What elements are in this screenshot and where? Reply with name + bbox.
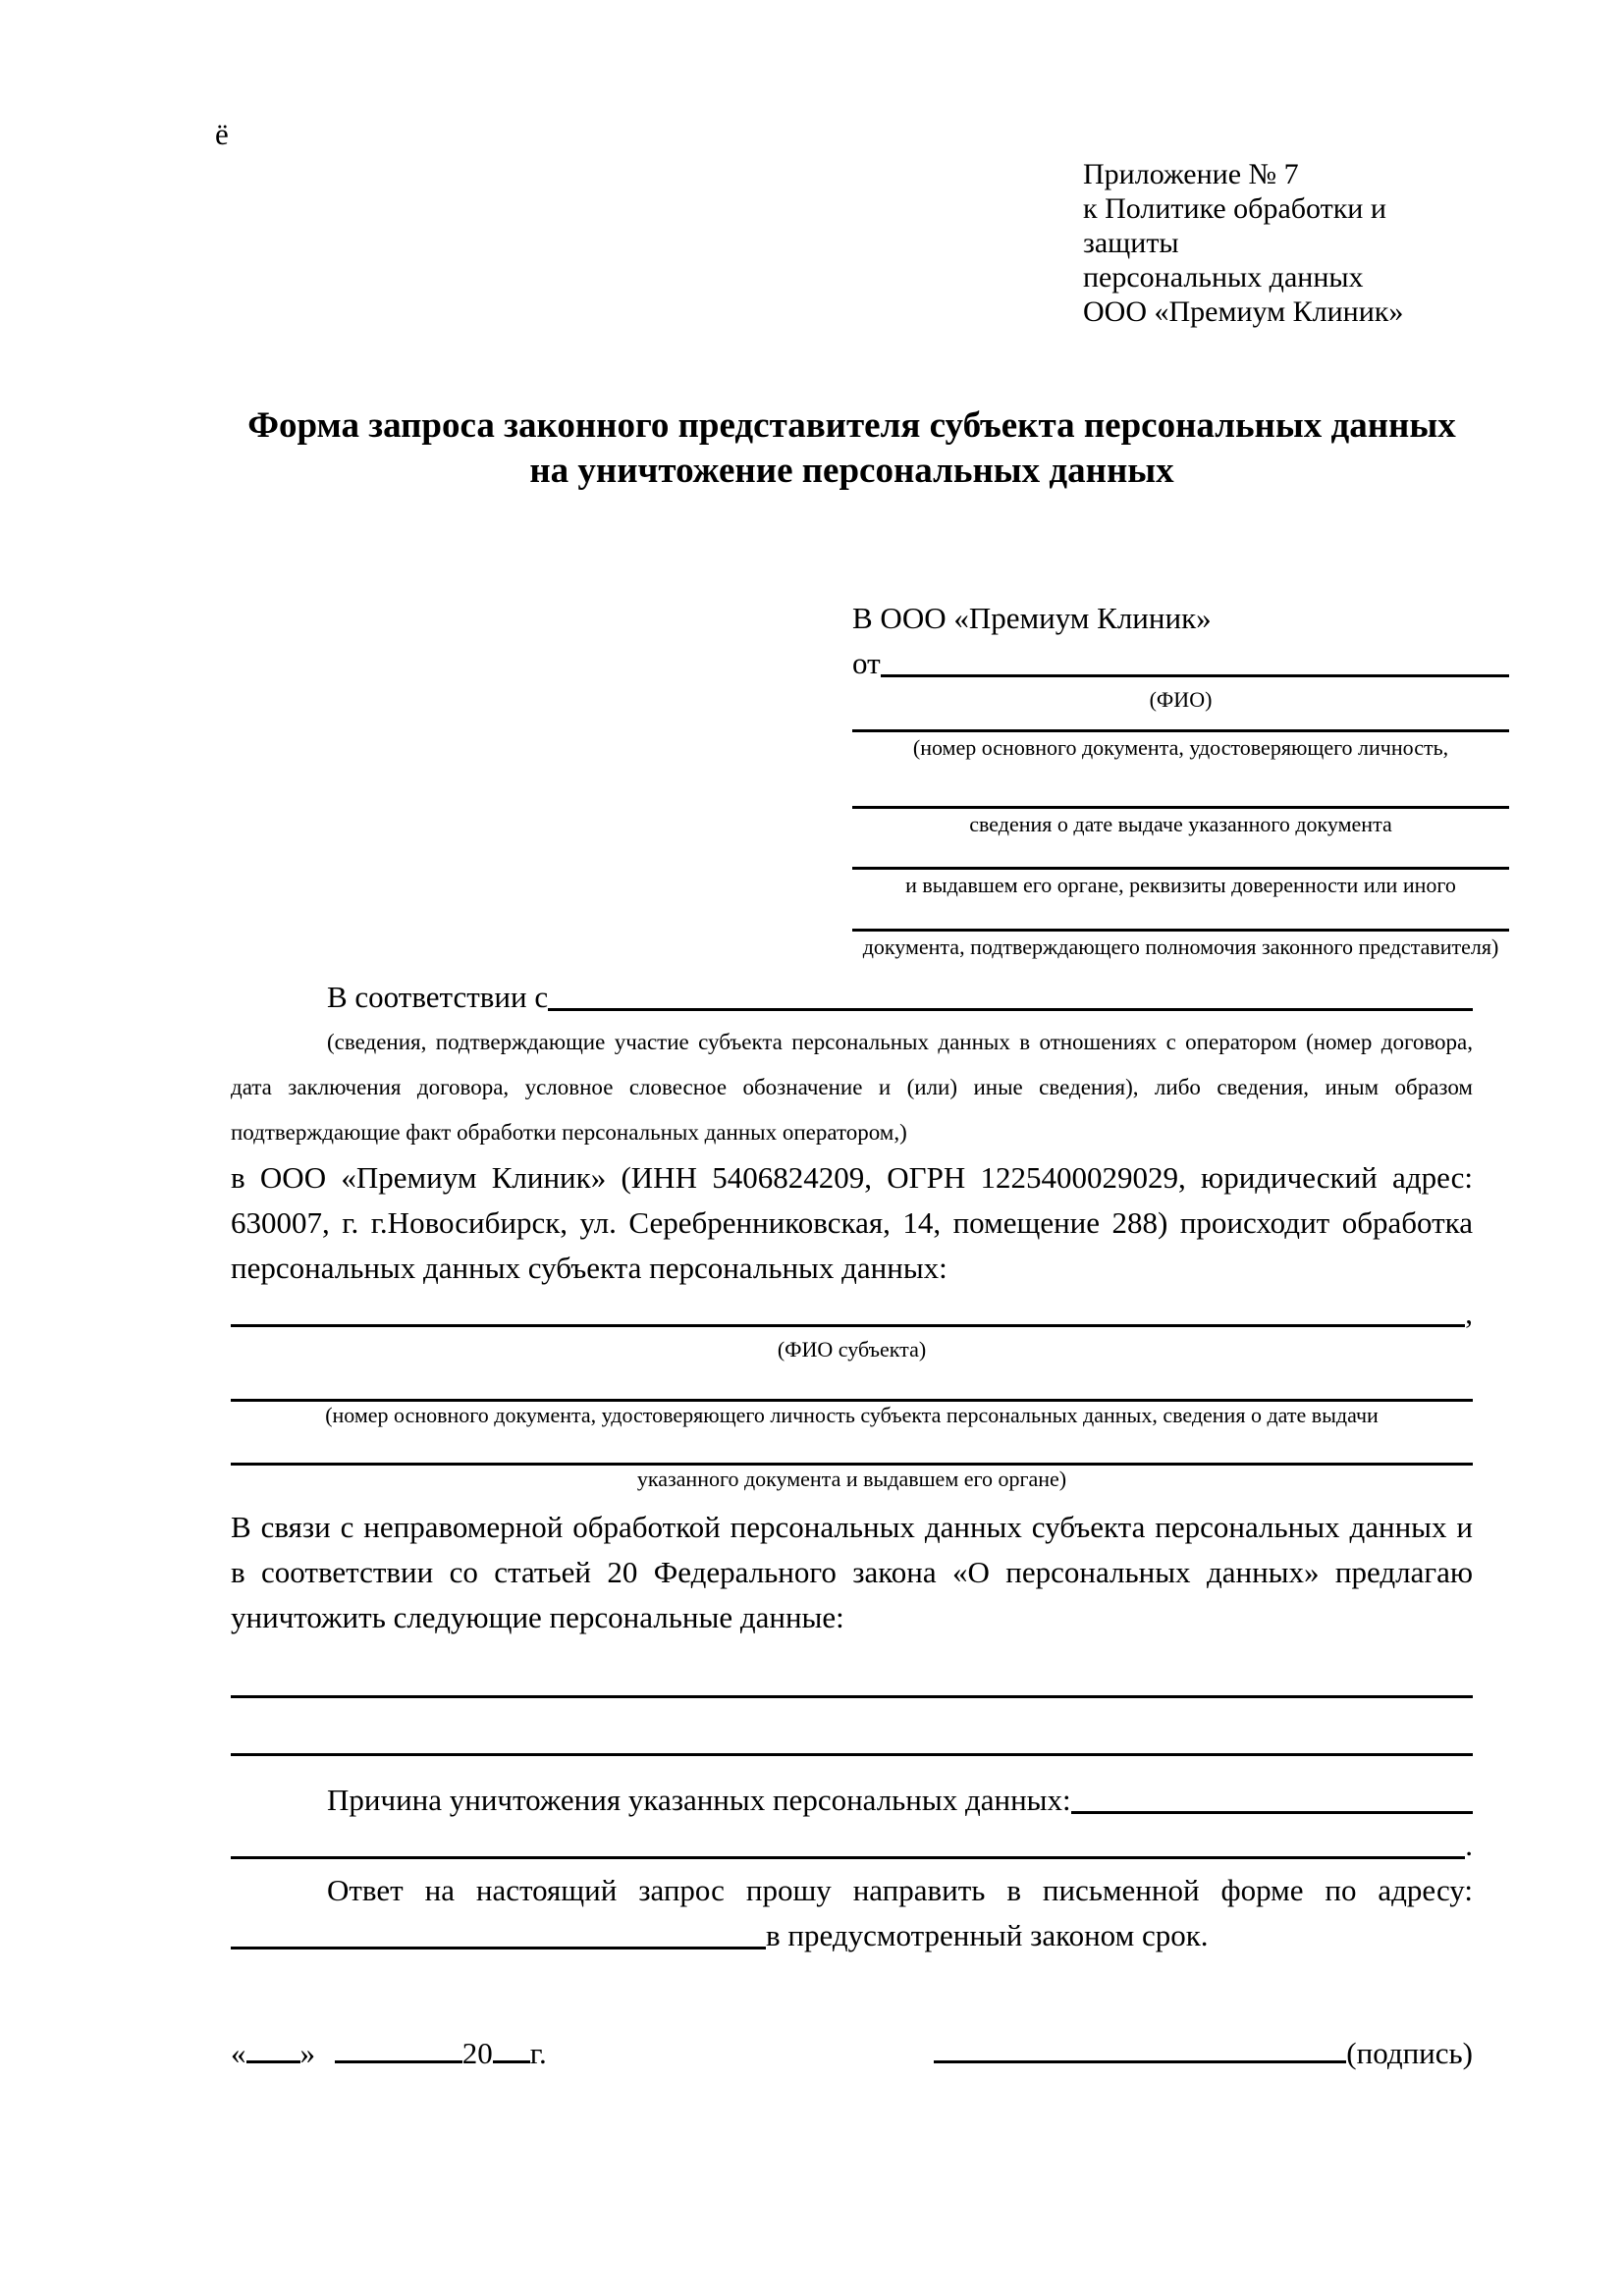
blank-line (231, 1324, 1465, 1327)
appendix-block (1083, 157, 1473, 329)
year-blank (493, 2037, 530, 2063)
appendix-line: к Политике обработки и защиты (1083, 192, 1386, 259)
demand-paragraph: В связи с неправомерной обработкой персональных данных субъекта персональных данных и в соответствии со статьей 20 Федерального закона «О персональных данных» предлагаю уничтожить следующие персональные данные: (231, 1510, 1473, 1634)
blank-line (1071, 1811, 1473, 1814)
representative-doc-field (852, 729, 1509, 762)
blank-line (852, 867, 1509, 870)
field-caption: (номер основного документа, удостоверяющего личность, (912, 735, 1449, 760)
trailing-period: . (1465, 1828, 1473, 1862)
representative-doc-field (852, 806, 1509, 838)
operator-paragraph: в ООО «Премиум Клиник» (ИНН 5406824209, ОГРН 1225400029029, юридический адрес: 630007, г. г.Новосибирск, ул. Серебренниковская, 14, помещение 288) происходит обработка персональных данных субъекта персональных данных: (231, 1160, 1473, 1285)
representative-doc-field (852, 867, 1509, 899)
representative-doc-field (852, 929, 1509, 961)
trailing-comma: , (1465, 1296, 1473, 1330)
from-label: от (852, 646, 881, 680)
blank-line (231, 1947, 766, 1949)
response-paragraph: Ответ на настоящий запрос прошу направить в письменной форме по адресу: (327, 1873, 1473, 1907)
blank-line (231, 1856, 1465, 1859)
appendix-line: ООО «Премиум Клиник» (1083, 295, 1404, 328)
reason-label: Причина уничтожения указанных персональных данных: (327, 1783, 1071, 1817)
accordance-row (231, 975, 1473, 1020)
addressee-to: В ООО «Премиум Клиник» (852, 601, 1212, 635)
blank-line (852, 729, 1509, 732)
accordance-label: В соответствии с (327, 980, 549, 1014)
field-caption: и выдавшем его органе, реквизиты доверенности или иного (905, 873, 1456, 897)
from-row (852, 641, 1509, 686)
subject-doc-caption: (номер основного документа, удостоверяющего личность субъекта персональных данных, сведения о дате выдачи (325, 1403, 1379, 1427)
footer-row (231, 2031, 1473, 2076)
day-blank (246, 2037, 300, 2063)
date-close-quote: » (299, 2036, 315, 2070)
fio-caption: (ФИО) (1149, 687, 1213, 712)
signature-caption: (подпись) (1346, 2036, 1473, 2070)
from-blank-line (881, 674, 1509, 677)
blank-line (852, 929, 1509, 932)
month-blank (335, 2037, 462, 2063)
subject-fio-row (231, 1291, 1473, 1336)
field-caption: сведения о дате выдаче указанного документа (969, 812, 1392, 836)
blank-line (548, 1008, 1473, 1011)
blank-line (231, 1753, 1473, 1756)
document-title-line2: на уничтожение персональных данных (529, 451, 1174, 491)
addressee-block (852, 596, 1509, 961)
accordance-note: (сведения, подтверждающие участие субъекта персональных данных в отношениях с оператором (номер договора, дата заключения договора, условное словесное обозначение и (или) иные сведения), либо сведения, иным образом подтверждающие факт обработки персональных данных оператором,) (231, 1030, 1473, 1145)
stray-char: ё (215, 117, 229, 151)
year-suffix: г. (529, 2036, 547, 2070)
field-caption: документа, подтверждающего полномочия законного представителя) (862, 934, 1499, 959)
reason-continuation-row (231, 1823, 1473, 1868)
reason-row (231, 1778, 1473, 1823)
document-title (231, 403, 1473, 494)
subject-fio-caption: (ФИО субъекта) (777, 1337, 927, 1362)
signature-line (934, 2031, 1473, 2076)
appendix-line: персональных данных (1083, 261, 1364, 294)
response-address-row (231, 1913, 1473, 1958)
date-line (231, 2031, 547, 2076)
signature-blank (934, 2037, 1346, 2063)
appendix-line: Приложение № 7 (1083, 158, 1299, 190)
blank-line (231, 1695, 1473, 1698)
response-tail: в предусмотренный законом срок. (766, 1918, 1209, 1952)
blank-line (852, 806, 1509, 809)
document-title-line1: Форма запроса законного представителя субъекта персональных данных (247, 405, 1456, 446)
date-open-quote: « (231, 2036, 246, 2070)
year-prefix: 20 (461, 2036, 493, 2070)
subject-doc-caption: указанного документа и выдавшем его органе) (636, 1467, 1067, 1491)
